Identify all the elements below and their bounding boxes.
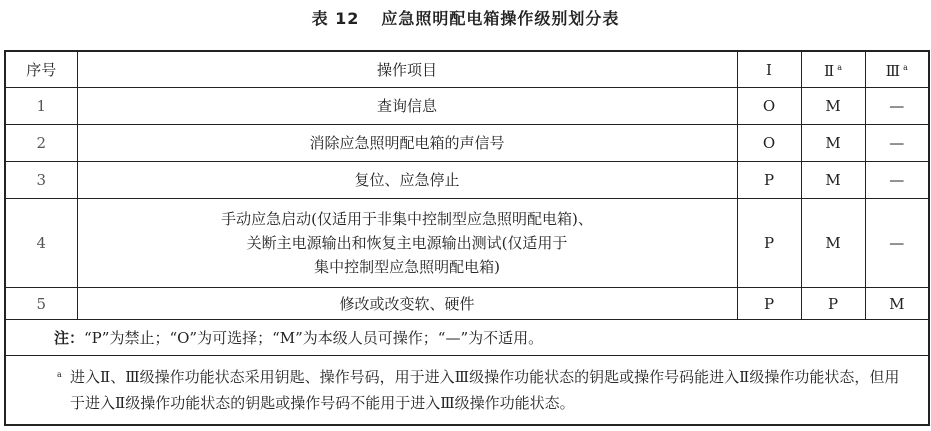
row-item	[77, 199, 737, 288]
header-level-3: Ⅲ $^a$	[865, 51, 929, 88]
row-item: 消除应急照明配电箱的声信号	[77, 125, 737, 162]
header-item: 操作项目	[77, 51, 737, 88]
table-row	[5, 88, 929, 125]
row-level-2: M	[801, 199, 865, 288]
row-level-2: P	[801, 288, 865, 320]
table-footnote	[5, 356, 929, 426]
footnote-mark: a	[57, 370, 62, 379]
table-header-row	[5, 51, 929, 88]
row-level-3: —	[865, 199, 929, 288]
row-item-line: 关断主电源输出和恢复主电源输出测试(仅适用于	[246, 234, 568, 252]
header-level-1: Ⅰ	[737, 51, 801, 88]
row-level-3: —	[865, 88, 929, 125]
row-item: 修改或改变软、硬件	[77, 288, 737, 320]
row-level-2: M	[801, 88, 865, 125]
table-note	[5, 320, 929, 356]
table-footnote-row	[5, 356, 929, 426]
row-index: 5	[5, 288, 77, 320]
table-caption: 应急照明配电箱操作级别划分表	[381, 9, 620, 28]
row-index: 4	[5, 199, 77, 288]
table-row	[5, 199, 929, 288]
footnote-ref: a	[837, 63, 842, 72]
table-number: 表 12	[311, 9, 360, 28]
row-level-1: O	[737, 88, 801, 125]
row-level-2: M	[801, 125, 865, 162]
table-row	[5, 162, 929, 199]
footnote-text: 进入Ⅱ、Ⅲ级操作功能状态采用钥匙、操作号码，用于进入Ⅲ级操作功能状态的钥匙或操作号码能进入Ⅱ级操作功能状态，但用于进入Ⅱ级操作功能状态的钥匙或操作号码不能用于进入Ⅲ级操作功能状态。	[70, 368, 900, 412]
header-index: 序号	[5, 51, 77, 88]
table-note-row	[5, 320, 929, 356]
table-row	[5, 288, 929, 320]
row-index: 1	[5, 88, 77, 125]
row-level-3: —	[865, 162, 929, 199]
note-text: “P”为禁止；“O”为可选择；“M”为本级人员可操作；“—”为不适用。	[84, 328, 544, 347]
footnote-ref: a	[903, 63, 908, 72]
row-level-3: —	[865, 125, 929, 162]
row-level-3: M	[865, 288, 929, 320]
row-item-line: 集中控制型应急照明配电箱)	[314, 258, 500, 276]
row-level-1: O	[737, 125, 801, 162]
row-level-1: P	[737, 288, 801, 320]
row-item: 查询信息	[77, 88, 737, 125]
row-level-1: P	[737, 162, 801, 199]
row-item: 复位、应急停止	[77, 162, 737, 199]
row-index: 2	[5, 125, 77, 162]
note-label: 注：	[54, 328, 85, 347]
row-item-line: 手动应急启动(仅适用于非集中控制型应急照明配电箱)、	[221, 210, 593, 228]
header-level-2: Ⅱ $^a$	[801, 51, 865, 88]
row-level-2: M	[801, 162, 865, 199]
table-row	[5, 125, 929, 162]
row-level-1: P	[737, 199, 801, 288]
row-index: 3	[5, 162, 77, 199]
table-title	[0, 6, 931, 29]
operation-level-table	[4, 50, 930, 426]
